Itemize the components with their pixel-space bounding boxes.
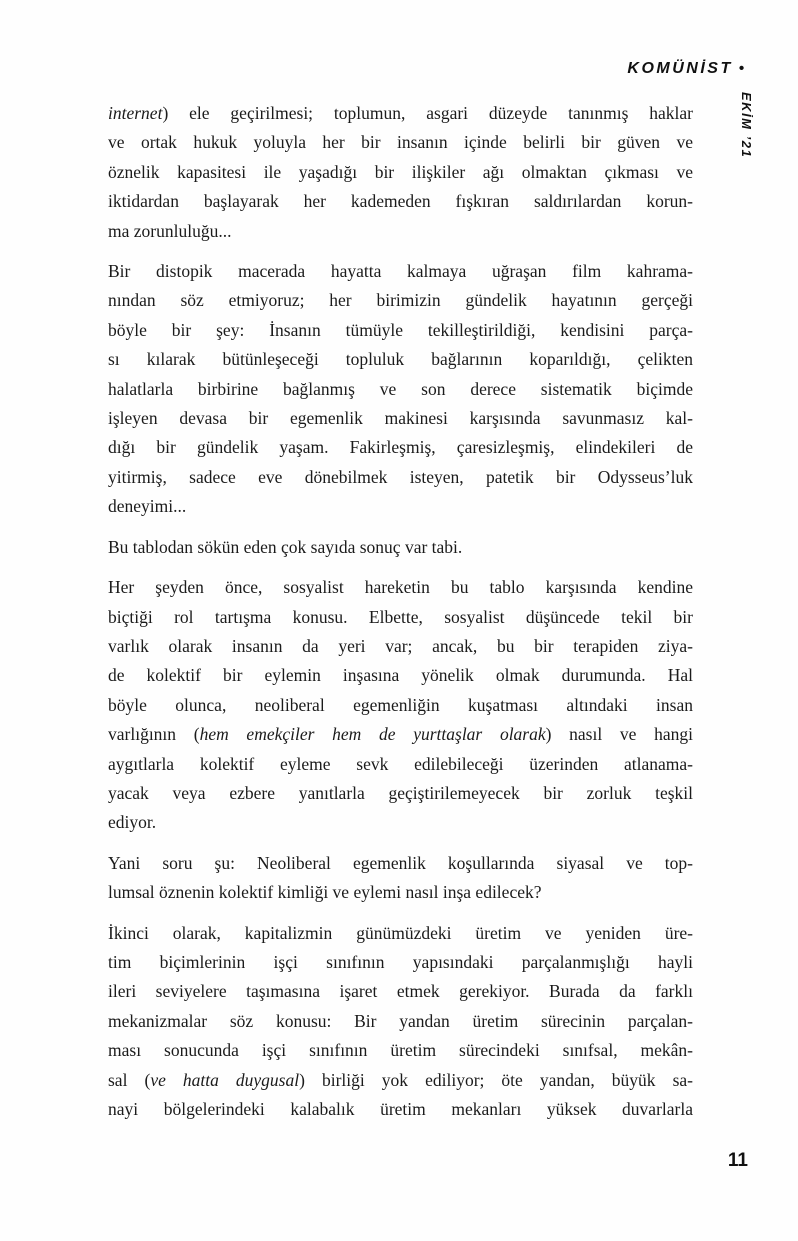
text-run: ediyor. (108, 812, 157, 833)
text-line (108, 463, 693, 492)
text-line (108, 375, 693, 404)
text-line (108, 720, 693, 749)
text-line (108, 977, 693, 1006)
italic-text-run: internet (108, 103, 163, 123)
text-run: aygıtlarla kolektif eyleme sevk edilebileceği üzerinden atlanama- (108, 753, 693, 774)
text-run: de kolektif bir eylemin inşasına yönelik olmak durumunda. Hal (108, 665, 693, 686)
paragraph (108, 919, 693, 1125)
text-line (108, 691, 693, 720)
text-line (108, 1095, 693, 1124)
text-line (108, 632, 693, 661)
text-run: İkinci olarak, kapitalizmin günümüzdeki üretim ve yeniden üre- (108, 922, 693, 943)
text-line (108, 948, 693, 977)
text-run: lumsal öznenin kolektif kimliği ve eylemi nasıl inşa edilecek? (108, 882, 542, 903)
text-run: biçtiği rol tartışma konusu. Elbette, sosyalist düşüncede tekil bir (108, 606, 693, 627)
text-line (108, 404, 693, 433)
text-line (108, 533, 693, 562)
text-run: böyle olunca, neoliberal egemenliğin kuşatması altındaki insan (108, 694, 693, 715)
text-line (108, 492, 693, 521)
text-line (108, 573, 693, 602)
text-run: ması sonucunda işçi sınıfının üretim sürecindeki sınıfsal, mekân- (108, 1040, 693, 1061)
text-run: iktidardan başlayarak her kademeden fışkıran saldırılardan korun- (108, 191, 693, 212)
text-line (108, 316, 693, 345)
text-line (108, 919, 693, 948)
italic-text-run: hem emekçiler hem de yurttaşlar olarak (199, 724, 546, 745)
text-line (108, 158, 693, 187)
text-run: tim biçimlerinin işçi sınıfının yapısındaki parçalanmışlığı hayli (108, 951, 693, 972)
paragraph (108, 573, 693, 838)
italic-text-run: ve hatta duygusal (150, 1069, 300, 1090)
article-body (108, 99, 693, 1135)
text-line (108, 187, 693, 216)
text-run: dığı bir gündelik yaşam. Fakirleşmiş, çaresizleşmiş, elindekileri de (108, 437, 693, 458)
issue-date: EKİM ’21 (739, 92, 754, 159)
text-run: ileri seviyelere taşımasına işaret etmek gerekiyor. Burada da farklı (108, 981, 693, 1002)
page-number: 11 (727, 1150, 748, 1171)
text-run: deneyimi... (108, 496, 187, 517)
paragraph (108, 99, 693, 246)
journal-masthead (627, 60, 744, 78)
text-line (108, 779, 693, 808)
text-run: ) ele geçirilmesi; toplumun, asgari düzeyde tanınmış haklar (162, 103, 693, 123)
text-run: nayi bölgelerindeki kalabalık üretim mekanları yüksek duvarlarla (108, 1099, 693, 1119)
text-line (108, 345, 693, 374)
text-line (108, 750, 693, 779)
text-run: halatlarla birbirine bağlanmış ve son derece sistematik biçimde (108, 378, 693, 399)
text-run: ) birliği yok ediliyor; öte yandan, büyük sa- (299, 1069, 693, 1090)
text-run: mekanizmalar söz konusu: Bir yandan üretim sürecinin parçalan- (108, 1010, 693, 1031)
text-run: sal ( (108, 1069, 151, 1090)
text-run: işleyen devasa bir egemenlik makinesi karşısında savunmasız kal- (108, 408, 693, 429)
text-run: ve ortak hukuk yoluyla her bir insanın içinde belirli bir güven ve (108, 132, 693, 153)
text-line (108, 878, 693, 907)
masthead-bullet-icon: • (738, 60, 744, 77)
text-line (108, 217, 693, 246)
text-run: nından söz etmiyoruz; her birimizin gündelik hayatının gerçeği (108, 290, 693, 311)
journal-title: KOMÜNİST (627, 60, 733, 77)
text-run: varlık olarak insanın da yeri var; ancak, bu bir terapiden ziya- (108, 635, 693, 656)
text-run: yitirmiş, sadece eve dönebilmek isteyen, patetik bir Odysseus’luk (108, 466, 693, 487)
text-line (108, 128, 693, 157)
text-run: ) nasıl ve hangi (545, 724, 694, 745)
text-line (108, 849, 693, 878)
text-run: Yani soru şu: Neoliberal egemenlik koşullarında siyasal ve top- (108, 852, 693, 873)
text-run: sı kılarak bütünleşeceği topluluk bağlarının koparıldığı, çelikten (108, 349, 693, 370)
text-line (108, 603, 693, 632)
text-run: Bir distopik macerada hayatta kalmaya uğraşan film kahrama- (108, 261, 693, 282)
text-line (108, 99, 693, 128)
text-line (108, 257, 693, 286)
paragraph (108, 533, 693, 562)
text-run: böyle bir şey: İnsanın tümüyle tekilleştirildiği, kendisini parça- (108, 319, 693, 340)
text-run: Her şeyden önce, sosyalist hareketin bu tablo karşısında kendine (108, 577, 693, 598)
text-run: varlığının ( (108, 724, 200, 745)
text-run: yacak veya ezbere yanıtlarla geçiştirilemeyecek bir zorluk teşkil (108, 782, 693, 803)
text-run: Bu tablodan sökün eden çok sayıda sonuç var tabi. (108, 536, 463, 557)
text-line (108, 661, 693, 690)
paragraph (108, 849, 693, 908)
text-line (108, 1007, 693, 1036)
text-line (108, 1036, 693, 1065)
text-line (108, 286, 693, 315)
text-line (108, 1066, 693, 1095)
text-line (108, 433, 693, 462)
text-line (108, 808, 693, 837)
text-run: öznelik kapasitesi ile yaşadığı bir ilişkiler ağı olmaktan çıkması ve (108, 161, 693, 182)
text-run: ma zorunluluğu... (108, 220, 232, 241)
paragraph (108, 257, 693, 522)
